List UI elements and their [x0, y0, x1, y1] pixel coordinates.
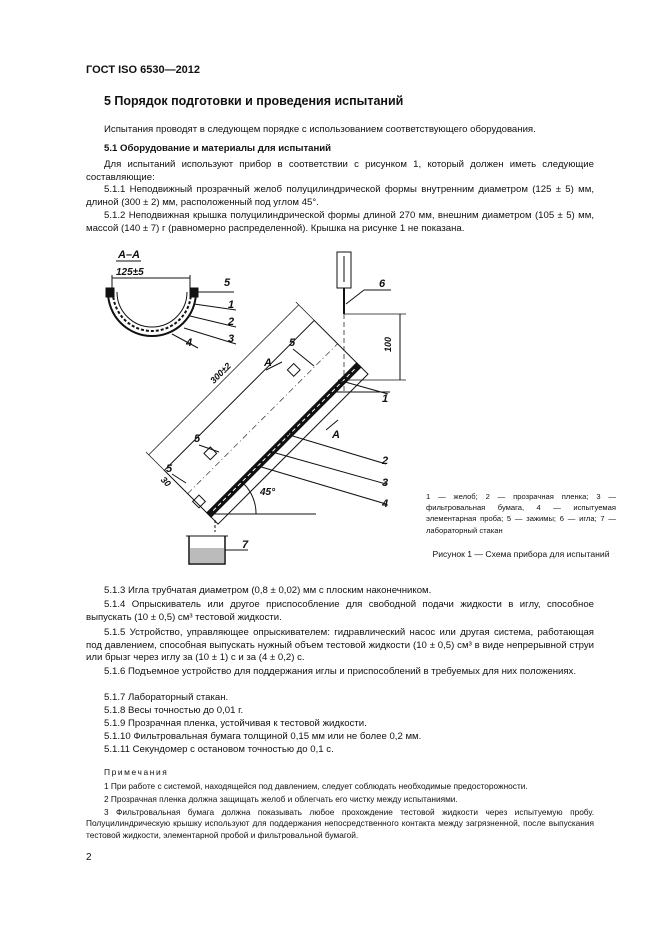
fig-num-5-mid: 5 — [194, 433, 201, 445]
note-1: 1 При работе с системой, находящейся под давлением, следует соблюдать необходимые предосторожности. — [104, 781, 528, 791]
item-5-1-8: 5.1.8 Весы точностью до 0,01 г. — [104, 705, 244, 716]
item-5-1-7: 5.1.7 Лабораторный стакан. — [104, 692, 229, 703]
subsection-title: 5.1 Оборудование и материалы для испытаний — [104, 143, 332, 154]
leader-5-mid — [199, 445, 219, 452]
trough-layers-arc — [113, 292, 191, 331]
item-5-1-9: 5.1.9 Прозрачная пленка, устойчивая к тестовой жидкости. — [104, 718, 367, 729]
fig-num-1: 1 — [382, 393, 389, 405]
fig-num-5-low: 5 — [166, 463, 173, 475]
figure-legend: 1 — желоб; 2 — прозрачная пленка; 3 — фильтровальная бумага, 4 — испытуемая элементарная проба; 5 — зажимы; 6 — игла; 7 — лабораторный стакан — [426, 492, 616, 535]
fig-num-5-section: 5 — [224, 277, 231, 289]
leader-4-section — [172, 334, 198, 348]
clamp-lower — [193, 495, 206, 508]
dim-edge-label: 30 — [158, 474, 173, 489]
subsection-intro: Для испытаний используют прибор в соответствии с рисунком 1, который должен иметь следующие составляющие: — [86, 159, 594, 183]
clamp-upper — [287, 364, 300, 377]
dim-length-line — [149, 305, 299, 455]
beaker-liquid — [190, 548, 224, 563]
item-5-1-11: 5.1.11 Секундомер с остановом точностью до 0,1 с. — [104, 744, 334, 755]
notes-heading: Примечания — [104, 767, 169, 777]
dim-height-label: 100 — [383, 336, 393, 352]
leader-4 — [258, 466, 389, 504]
fig-num-4-section: 4 — [186, 337, 193, 349]
arrow-a-lower-label: A — [332, 429, 340, 441]
clamp-left — [106, 288, 114, 297]
leader-6-a — [346, 290, 364, 304]
fig-num-4: 4 — [382, 498, 389, 510]
figure-apparatus-diagram — [86, 242, 416, 582]
inclined-trough — [132, 296, 368, 532]
figure-caption: Рисунок 1 — Схема прибора для испытаний — [432, 549, 610, 559]
leader-3 — [272, 452, 389, 484]
fig-num-2-section: 2 — [228, 316, 235, 328]
item-5-1-2: 5.1.2 Неподвижная крышка полуцилиндрической формы длиной 270 мм, внешним диаметром (105 ± 5) мм, массой (140 ± 7) г (равномерно распределенной). Крышка на рисунке 1 не показана. — [86, 210, 594, 234]
fig-num-1-section: 1 — [228, 299, 235, 311]
fig-num-2: 2 — [382, 455, 389, 467]
note-3: 3 Фильтровальная бумага должна показывать любое прохождение тестовой жидкости через испытуемую пробу. Полуцилиндрическую крышку используют для поддержания непосредственного контакта между загрязненной, после выпускания тестовой жидкости, элементарной пробой и фильтровальной бумагой. — [86, 807, 594, 840]
fig-num-3-section: 3 — [228, 333, 235, 345]
item-5-1-5: 5.1.5 Устройство, управляющее опрыскивателем: гидравлический насос или другая система, работающая под давлением, способная выпускать нужный объем тестовой жидкости (10 ± 0,5) см³ в виде непрерывной струи или брызг через иглу за (10 ± 1) с и за (4 ± 0,2) с. — [86, 627, 594, 664]
trough-outer-arc — [108, 292, 196, 336]
section-label: A–A — [118, 249, 141, 261]
arrow-a-upper-label: A — [264, 357, 272, 369]
fig-num-6: 6 — [379, 278, 386, 290]
dim-length-label: 300±2 — [208, 360, 233, 386]
item-5-1-4: 5.1.4 Опрыскиватель или другое приспособление для свободной подачи жидкости в иглу, способное выпускать (10 ± 0,5) см³ тестовой жидкости. — [86, 599, 594, 623]
note-2: 2 Прозрачная пленка должна защищать желоб и облегчать его чистку между испытаниями. — [104, 794, 458, 804]
dim-length-ext-right — [296, 302, 314, 320]
dim-length-ext-left — [146, 452, 164, 470]
dim-width-label: 125±5 — [116, 267, 144, 278]
trough-side-face — [211, 367, 368, 524]
page-number: 2 — [86, 852, 92, 863]
fig-num-3: 3 — [382, 477, 389, 489]
trough-axis — [188, 344, 338, 494]
item-5-1-3: 5.1.3 Игла трубчатая диаметром (0,8 ± 0,02) мм с плоским наконечником. — [104, 585, 432, 596]
item-5-1-1: 5.1.1 Неподвижный прозрачный желоб полуцилиндрической формы внутренним диаметром (125 ± 5) мм, длиной (300 ± 2) мм, расположенный под углом 45°. — [86, 184, 594, 208]
item-5-1-6: 5.1.6 Подъемное устройство для поддержания иглы и приспособлений в требуемых для них положениях. — [104, 666, 577, 677]
leader-5-low — [172, 474, 186, 483]
leader-5-top — [293, 349, 314, 366]
document-header: ГОСТ ISO 6530—2012 — [86, 64, 201, 76]
fig-num-7: 7 — [242, 539, 249, 551]
fig-num-5-top: 5 — [289, 337, 296, 349]
angle-label: 45° — [260, 487, 276, 498]
section-intro: Испытания проводят в следующем порядке с использованием соответствующего оборудования. — [104, 124, 536, 135]
clamp-right — [190, 288, 198, 297]
item-5-1-10: 5.1.10 Фильтровальная бумага толщиной 0,15 мм или не более 0,2 мм. — [104, 731, 422, 742]
section-title: 5 Порядок подготовки и проведения испытаний — [104, 94, 404, 108]
